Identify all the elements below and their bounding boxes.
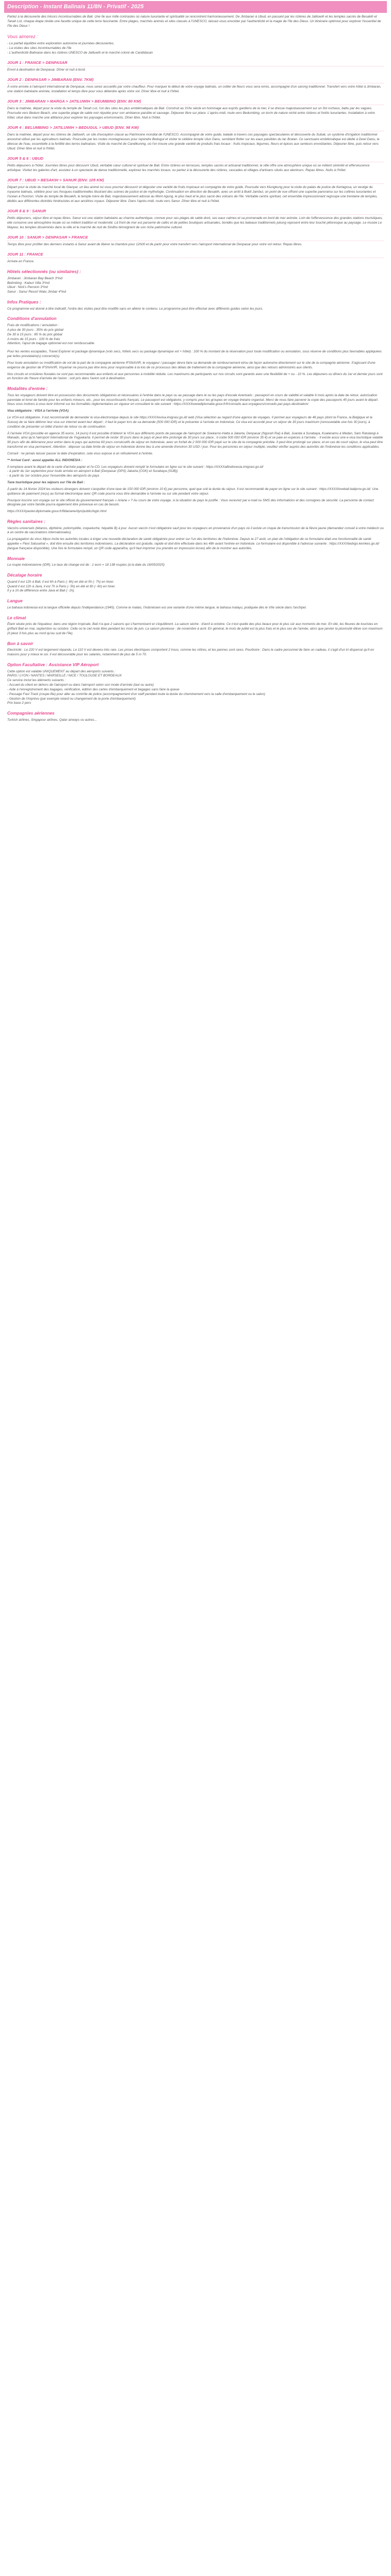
day-7-title: JOUR 7 : UBUD > BESAKIH > SANUR (ENV. 105 KM)	[7, 178, 384, 184]
climat-text: Étant située près de l'équateur, dans une région tropicale, Bali n'a que 2 saisons qui s'harmonisent et s'équilibrent. La saison sèche : d'avril à octobre. Ce n'est quelle des plus beaux pour le plus sûr aux moments de mer. En été, les fleuves de touristes en griffant Bali en mai, septembre ou octobre. Celle où le ciel reste libre pendant les mois de juin. La saison pluvieuse : de novembre à avril. En général, le mois de juillet est la plus frais et le plus ses de l'année, alors que janvier la pluviosité élève son maximum (Il pleut 3 fois plus au nord qu'au sud de l'île).	[7, 622, 383, 635]
option-line: - Gestion de l'imprévu (par exemple retard ou changement de la porte d'embarquement)	[7, 697, 136, 701]
day-11-text: Arrivée en France.	[7, 260, 35, 264]
bon-a-savoir-title: Bon à savoir	[7, 640, 34, 646]
list-item: Jimbaran : Jimbaran Bay Beach 3*ind	[7, 276, 62, 280]
day-5-6-text: Petits déjeuners à l'hôtel. Journées libres pour découvrir Ubud, véritable cœur culturel et spirituel de Bali. Entre rizières en terrasses, temples sacrés et artisanat traditionnel, la ville offre une atmosphère unique où se mêlent sérénité et effervescence artistique. Visitez les galeries d'art, assistez à un spectacle de danse traditionnelle, explorez les marchés locaux, ou partez à la découverte des rizières, cascades et villages d'artisans situés aux alentours. Repas libres. Nuits à l'hôtel.	[7, 164, 370, 172]
day-7-text: Départ pour la visite du marché local de Gianyar, un lieu animé où vous pourrez découvrir et déguster une variété de fruits tropicaux en compagnie de votre guide. Poursuite vers Klungkung pour la visite du palais de justice de Kertagosa, un vestige du royaume balinais, célèbre pour ses fresques traditionnelles illustrant des scènes de justice et de mythologie. Continuation en direction de Besakih, avec un arrêt à Bukit Jambul, un point de vue offrant une superbe panorama sur les collines luxuriantes et l'océan à l'horizon. Visite du temple de Besakih, le temple mère de Bali, majestueusement adossé au Mont Agung, le plus haut et le plus sacré des volcans de l'île. Véritable centre spirituel, cet ensemble impressionnant regroupe une trentaine de temples, dédiés aux différentes divinités hindouistes et aux ancêtres royaux. Déjeuner libre. Dans l'après-midi, route vers Sanur. Dîner libre et nuit à l'hôtel.	[7, 185, 378, 203]
decalage-line: Il y a 1h de différence entre Java et Bali (- 1h).	[7, 589, 75, 593]
decalage-line: Quand il est 12h à Java, il est 7h à Paris (- 5h) en été et 6h (- 6h) en hiver.	[7, 584, 116, 588]
formalites-para: À l'arrivée VOA (possible en agence 35 euros, 14 jours) Il est possible d'obtenir le VOA aux différents points de passage de l'aéroport de Soekarno-Hatta à Jakarta, Denpasar (Ngurah Rai) à Bali, Juanda à Surabaya, Kualanamu à Medan, Sam Ratulangi à Manado, ainsi qu'à l'aéroport international de Yogyakarta. Il permet de rester 30 jours dans le pays et peut être prolongé de 30 jours sur place ; il coûte 500 000 IDR (environ 35 €) et se paie en espèces à l'arrivée. - Il existe aussi une e-visa touristique valable 90 jours afin de délivrance pour entrer dans le pays qui autorise 60 jours consécutifs de séjour en Indonésie, avec un forfait de 2 000 000 IDR payé sur le site de la compagnie précitée. Il peut être prolongé sur place, et en cas de court séjour, le visa peut être transformé en visa permanent. Attention : déposer sa date limite de séjour en Indonésie donne lieu à une amende d'environ 30 USD / jour. Pour les personnes en séjour multiple, veuillez vérifier auprès des autorités de l'Indonésie les conditions applicables.	[7, 431, 383, 449]
day-8-9-text: Petits déjeuners, séjour libre et repas libres. Sanur est une station balnéaire au charme authentique, connue pour ses plages de sable doré, ses eaux calmes et sa promenade en bord de mer animée. Loin de l'effervescence des grandes stations touristiques, elle conserve une atmosphère locale où se mêlent tradition et modernité. Lâ front de mer est parsemé de cafés et de petites boutiques artisanales, bondés que les bateaux traditionnels jukung reposent entre leur touché pittoresque au paysage. Le musée Le Mayeur, les temples disséminés dans la ville et le marché de nuit de Sindhu témoignent de son riche patrimoine culturel.	[7, 216, 383, 229]
intro-text: Partez à la découverte des trésors incontournables de Bali. Une île aux mille contrastes où nature luxuriante et spiritualité se rencontrent harmonieusement. De Jimbaran à Ubud, en passant par les rizières de Jatiluwih et les temples sacrés de Besakih et Tanah Lot, chaque étape révèle une facette unique de cette terre fascinante. Entre plages, marchés animés et sites classés à l'UNESCO, laissez-vous envoûter par l'authenticité et la magie de l'île des Dieux. Un itinéraire optimisé pour explorer l'essentiel de l'île des Dieux !	[7, 15, 381, 28]
ariane-link[interactable]: https://XXXXpastel.diplomatie.gouv.fr/fildariane/dyn/public/login.html	[7, 510, 107, 514]
infos-title: Infos Pratiques :	[7, 299, 41, 305]
hotels-title: Hôtels sélectionnés (ou similaires) :	[7, 269, 81, 275]
day-8-9-title: JOUR 8 & 9 : SANUR	[7, 209, 384, 215]
bon-a-savoir-text: Electricité : Le 220 V est largement répandu. Le 110 V est devenu très rare. Les prises électriques comportent 2 trous, comme les nôtres, et les pannes sont rares. Pourboire : Dans le cadre personnel de faire un cadeau, il s'agit d'un tri dispensé qu'il en maisons pour y mieux le soi. Il est découvrable pour les salariés, notamment de plus de 5 m 70.	[7, 648, 374, 657]
arrival-card-line: - à partir du 1er septembre pour toute arrivée en aéroport à Bali (Denpasar (DPS) Jakarta (CGK) et Surabaya (SUB))	[7, 469, 178, 473]
conditions-line: A moins de 15 jours : 100 % de frais	[7, 337, 60, 341]
formalites-para: Visa obligatoire : VISA à l'arrivée (VOA)	[7, 409, 69, 413]
formalites-para: Conseil : ne jamais laisser passer la date d'expiration, cela vous expose à un refoulement à l'entrée.	[7, 451, 153, 455]
conditions-line: A plus de 30 jours : 35% du prix global	[7, 328, 63, 332]
vous-aimerez-list	[7, 42, 384, 55]
option-line: PARIS / LYON / NANTES / MARSEILLE / NICE / TOULOUSE ET BORDEAUX	[7, 674, 122, 678]
arrival-card-line: - à partir du 1er octobre pour l'ensemble des aéroports du pays	[7, 474, 100, 478]
formalites-para: Le VOA est obligatoire. Il est recommandé de demander le visa électronique depuis le site https://XXXXevisa.imigrasi.go.id/ web (Visa sélection au regard d'une agence de voyages. Il permet aux voyageurs de 46 pays (dont la France, la Belgique et la Suisse) de se faire délivrer leur visa sur internet avant leur départ ; il faut le payer lors de sa demande (500 000 IDR) et le présenter à l'arrivée en Indonésie. Ce visa est accordé pour un séjour de 30 jours maximum (renouvelable une fois 30 jours), à condition de présenter un billet d'avion de retour ou de continuation.	[7, 416, 372, 429]
day-2-title: JOUR 2 : DENPASAR > JIMBARAN (ENV. 7KM)	[7, 77, 384, 83]
option-line: - Aide à l'enregistrement des bagages, vérification, édition des cartes d'embarquement et bagages sans faire la queue	[7, 687, 180, 691]
compagnies-text: Turkish airlines, Singapour airlines, Qatar airways ou autres...	[7, 718, 97, 722]
day-10-title: JOUR 10 : SANUR > DENPASAR > FRANCE	[7, 235, 384, 241]
list-item: - Le parfait équilibre entre exploration autonome et journées découvertes.	[7, 42, 115, 46]
conditions-title: Conditions d'annulation	[7, 316, 57, 321]
hotels-list	[7, 277, 384, 295]
formalites-para: Tous les voyageurs doivent être en possession des documents obligatoires et nécessaires à l'entrée dans le pays ou au passage dans le ou les pays d'escale éventuels : passeport en cours de validité et valable 6 mois après la date de retour, autorisation parentale et livret de famille pour les enfants mineurs, etc., pour les ressortissants français. Le passeport est obligatoire, y compris pour les groupes en voyage linéaire organisé. Merci de nous faire parvenir la copie des passeports 45 jours avant le départ. Nous vous invitons à vous tenir informé sur les formalités réglementaires en vigueur en consultant le site suivant : https://XXXXwwwdiplomatie.gouv.fr/fr/conseils-aux-voyageurs/conseils-par-pays-destination/	[7, 393, 379, 406]
climat-title: Le climat	[7, 615, 26, 620]
list-item: Ubud : Nick's Pension 3*ind	[7, 285, 48, 290]
conditions-line: Attention, l'ajout de bagage optionnel est non remboursable.	[7, 342, 95, 346]
conditions-para: Pour toute annulation ou modification de vol de la part de la compagnie aérienne IFSNAVIR, le voyageur / passager devra faire sa demande de remboursement et/ou de façon autonome directement sur le site de la compagnie aérienne. S'agissant d'une exigence de gestion de IFSNAVIR, Voyamar ne pourra pas être tenu pour responsable à la lois de ce processus des délais de traitement de la compagnie aérienne, ainsi que des retours administrés aux clients.	[7, 361, 376, 369]
langue-text: Le bahasa indonesia est la langue officielle depuis l'indépendance (1945). Comme le malais, l'indonésien est une variante d'une même langue, le bahasa malayu, pratiquée dès le VIIe siècle dans l'archipel.	[7, 605, 307, 609]
conditions-line: De 30 à 15 jours : 85 % du prix global	[7, 332, 62, 336]
decalage-title: Décalage horaire	[7, 572, 42, 578]
monnaie-text: La roupie indonésienne (IDR). Le taux de change est de : 1 euro = 18 138 roupies (à la date du 16/05/2025)	[7, 563, 165, 567]
formalites-title: Modalités d'entrée :	[7, 386, 48, 392]
day-10-text: Temps libre pour profiter des derniers instants à Sanur avant de libérer la chambre pour 12h00 et de partir pour votre transfert vers l'aéroport international de Denpasar pour votre vol retour. Repas libres.	[7, 243, 302, 247]
sanitaires-title: Règles sanitaires :	[7, 519, 46, 524]
decalage-lines	[7, 580, 384, 594]
list-item: - La visites des sites incontournables de l'île	[7, 46, 72, 50]
tax-para: À partir du 14 février 2024 les visiteurs étrangers doivent s'acquitter d'une taxe de 150 000 IDR (environ 10 €) par personne, quel que soit la durée du séjour. Il est recommandé de payer en ligne sur le site suivant : https://XXXXlovebali.baliprov.go.id/. Une quittance de paiement (reçu) au format électronique avec QR code pourra vous être demandée à l'arrivée ou sur site pendant votre séjour.	[7, 487, 379, 496]
sanitaires-para: La propagation du virus Mpox incite les autorités locales à ériger une nouvelle déclaration de santé obligatoire pour entrer sur l'un des territoires de l'Indonésie. Depuis le 27 août, un plan de l'obligation de ce formulaire était une fonctionnalité de santé appelée « Flexi Satusehat », doit être ensuite des territoires indonésiens. La déclaration est gratuite, rapide et doit être effectuée dans les 48h avant l'entrée en Indonésie. Le formulaire est disponible à l'adresse suivante : https://XXXXtedxgo.kemkes.go.id/ (langue française disponible). Une fois le formulaire rempli, un QR code apparaîtra, qu'il faut imprimer (ou prendre en impression écran) afin de le montrer aux autorités.	[7, 537, 380, 550]
day-4-text: Dans la matinée, départ pour les rizières de Jatiluwih, un site d'exception classé au Patrimoine mondial de l'UNESCO. Accompagné de votre guide, balade à travers ces paysages spectaculaires et découverte du Subak, un système d'irrigation traditionnel ancestral utilisé par les agriculteurs balinais. Poursuite par les routes montagneuses pour rejoindre Bedugul et visiter le célèbre temple Ulun Danu, semblant flotter sur les eaux paisibles du lac Bratan. Ce sanctuaire emblématique est dédié à Dewi Danu, la déesse de l'eau, essentielle à la fertilité des terres balinaises. Visite du marché de Candikuning, où l'on trouve une grande variété de produits frais locaux : fruits tropicaux, légumes, fleurs et épices aux senteurs envoûtantes. Déjeuner libre, puis retour vers Ubud. Dîner libre et nuit à l'hôtel.	[7, 133, 380, 150]
tax-para: Pourquoi inscrire son voyage sur le site officiel du gouvernement français « Ariane » ? Au cours de votre voyage, si la situation du pays le justifie : Vous recevrez par e-mail ou SMS des informations et des consignes de sécurité. La personne de contact désignée par votre famille pourra également être prévenue en cas de besoin.	[7, 498, 374, 507]
monnaie-title: Monnaie	[7, 555, 25, 561]
list-item: Belimbing : Kabun Villa 3*ind	[7, 281, 50, 285]
conditions-para: Nos circuits et croisières fluviales ne sont pas recommandés aux enfants et aux personnes à mobilité réduite. Les maximums de participants sur nos circuits sont garantis avec une flexibilité de + ou - 10 %. Les déjeuners ou dîners du 1er et dernier jours sont en fonction de l'heure d'arrivée de l'avion : soit pris dans l'avion soit à destination.	[7, 372, 383, 381]
day-1-title: JOUR 1 : FRANCE > DENPASAR	[7, 60, 384, 66]
page-title: Description - Instant Balinais 11/8N - Privatif - 2025	[4, 1, 387, 13]
day-5-6-title: JOUR 5 & 6 : UBUD	[7, 156, 384, 162]
conditions-line: Frais de modifications / annulation :	[7, 324, 59, 328]
decalage-line: Quand il est 12h à Bali, il est 6h à Paris (- 6h) en été et 5h (- 7h) en hiver.	[7, 580, 115, 584]
sanitaires-para: Vaccins universels (tétanos, diphtérie, poliomyélite, coqueluche, hépatite B) à jour. Aucun vaccin n'est obligatoire sauf pour les voyageurs en provenance d'un pays où il existe un risque de transmission de la fièvre jaune (demandez conseil à votre médecin ou à un centre de vaccinations internationales).	[7, 526, 384, 535]
infos-text: Ce programme est donné à titre indicatif, l'ordre des visites peut être modifié sans en altérer le contenu. Le programme peut être effectué avec différents guides selon les jours.	[7, 307, 264, 311]
day-4-title: JOUR 4 : BELUMBING > JATILUWIH > BEDUGUL > UBUD (ENV. 98 KM)	[7, 125, 384, 131]
page	[0, 0, 391, 730]
list-item: Sanur : Sanur Resort Watu Jimbar 4*ind	[7, 290, 66, 294]
day-3-title: JOUR 3 : JIMBARAN > MARGA > JATILUWIH > BEUMBING (ENV. 80 KM)	[7, 99, 384, 105]
tax-title: Taxe touristique pour les séjours sur l'île de Bali :	[7, 481, 85, 485]
conditions-para: Pour les ventes escapades, Travel Explorer et package dynamique (vols secs, hôtels secs ou package dynamique vol + hôtel) : 100 % du montant de la réservation pour toute modification ou annulation, sous réserve de conditions plus favorables appliquées par le/les prestataire(s) concerné(s).	[7, 350, 382, 359]
option-lines	[7, 670, 384, 706]
list-item: - L'authenticité Balinaise dans les rizières UNESCO de Jatiluwih et le marché coloré de Candidasan	[7, 50, 153, 55]
day-11-title: JOUR 11 : FRANCE	[7, 252, 384, 258]
conditions-lines	[7, 324, 384, 346]
arrival-card-title: ** Arrival Card : aussi appelée ALL INDONESIA :	[7, 458, 83, 462]
option-line: Ce service inclut les éléments suivants :	[7, 679, 66, 683]
langue-title: Langue	[7, 598, 23, 604]
option-line: - Passage Fast Track (coupe-file) pour aller au contrôle de police (accompagnement d'un staff pendant toute la durée du cheminement vers la salle d'embarquement ou le salon)	[7, 692, 266, 696]
day-3-text: Dans la matinée, départ pour la visite du temple de Tanah Lot, l'un des sites les plus emblématiques de Bali. Construit au XVIe siècle en hommage aux esprits gardiens de la mer, il se dresse majestueusement sur un îlot rocheux, battu par les vagues. Poursuite vers Bedum Beach, une superbe plage de sable noir réputée pour son ambiance paisible et sauvage. Déjeuner libre sur place. L'après-midi, route vers Bedumbing, un écrin de nature niché entre rizières et forêts luxuriantes. Installation à votre hôtel, situé dans marche une altitance pour explorer les paysages environnants. Dîner libre. Nuit à l'hôtel.	[7, 107, 375, 120]
option-title: Option Facultative : Assistance VIP Aéroport	[7, 662, 99, 667]
option-line: Cette option est valable UNIQUEMENT au départ des aéroports suivants :	[7, 669, 116, 673]
compagnies-title: Compagnies aériennes	[7, 710, 55, 716]
option-line: Prix base 2 pers	[7, 701, 31, 705]
section-vous-aimerez-title: Vous aimerez :	[7, 33, 38, 39]
day-2-text: À votre arrivée à l'aéroport international de Denpasar, nous serez accueillis par votre chauffeur. Pour marquer le début de votre voyage balinais, un collier de fleurs vous sera remis, accompagné d'un sarong traditionnel. Transfert vers votre hôtel à Jimbaran, une station balnéaire animée, installation et temps libre pour vous détendre après votre vol. Dîner libre et nuit à l'hôtel.	[7, 85, 381, 94]
option-line: - Accueil du client en dehors de l'aéroport ou dans l'aéroport selon son mode d'arrivée (taxi ou autre)	[7, 683, 154, 687]
day-1-text: Envol à destination de Denpasar. Dîner et nuit à bord.	[7, 68, 86, 72]
arrival-card-line: Il remplace avant le départ de la carte d'arrivée papier et l'e-CD. Les voyageurs doivent remplir le formulaire en ligne sur le site suivant : https://XXXXallindonesia.imigrasi.go.id/	[7, 465, 264, 469]
